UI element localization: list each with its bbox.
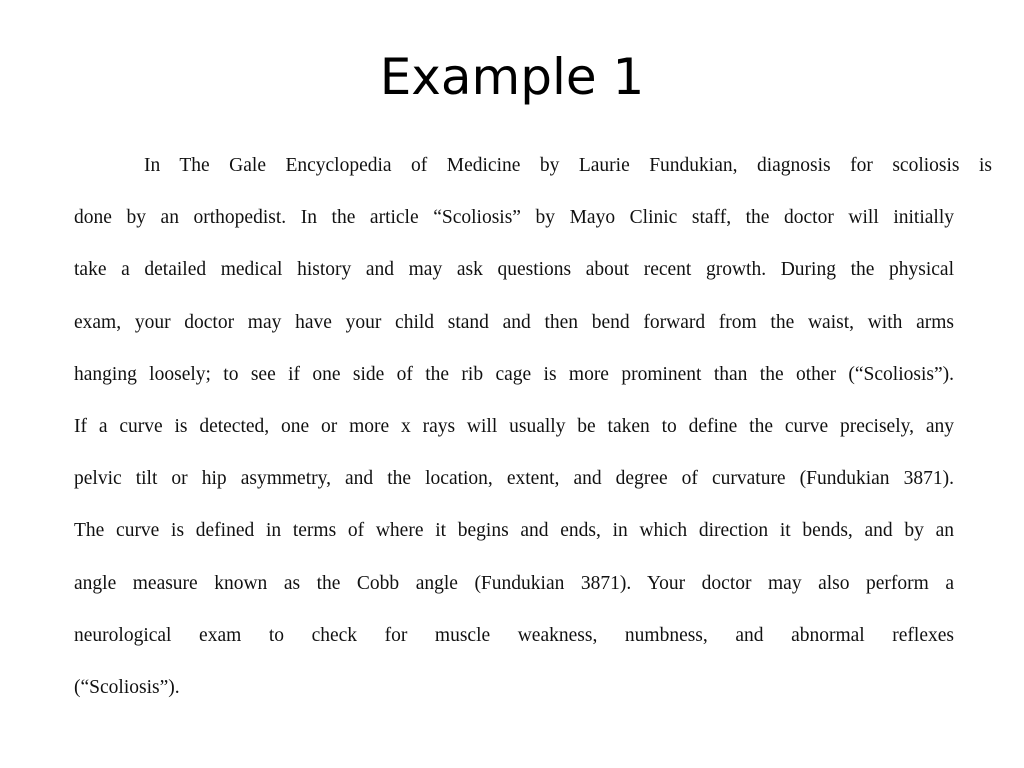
document-paragraph — [74, 140, 992, 714]
paragraph-line: exam, your doctor may have your child stand and then bend forward from the waist, with arms — [74, 311, 954, 333]
paragraph-line: In The Gale Encyclopedia of Medicine by Laurie Fundukian, diagnosis for scoliosis is — [144, 155, 992, 176]
paragraph-line: done by an orthopedist. In the article “Scoliosis” by Mayo Clinic staff, the doctor will initially — [74, 207, 954, 229]
paragraph-line: hanging loosely; to see if one side of the rib cage is more prominent than the other (“Scoliosis”). — [74, 363, 954, 385]
paragraph-line: take a detailed medical history and may ask questions about recent growth. During the physical — [74, 259, 954, 281]
paragraph-line: (“Scoliosis”). — [74, 676, 180, 698]
paragraph-line: The curve is defined in terms of where it begins and ends, in which direction it bends, and by an — [74, 520, 954, 542]
paragraph-line: neurological exam to check for muscle weakness, numbness, and abnormal reflexes — [74, 624, 954, 646]
paragraph-line: angle measure known as the Cobb angle (Fundukian 3871). Your doctor may also perform a — [74, 572, 954, 594]
paragraph-line: If a curve is detected, one or more x rays will usually be taken to define the curve precisely, any — [74, 415, 954, 437]
slide-title: Example 1 — [379, 48, 645, 106]
paragraph-line: pelvic tilt or hip asymmetry, and the location, extent, and degree of curvature (Fundukian 3871). — [74, 468, 954, 490]
